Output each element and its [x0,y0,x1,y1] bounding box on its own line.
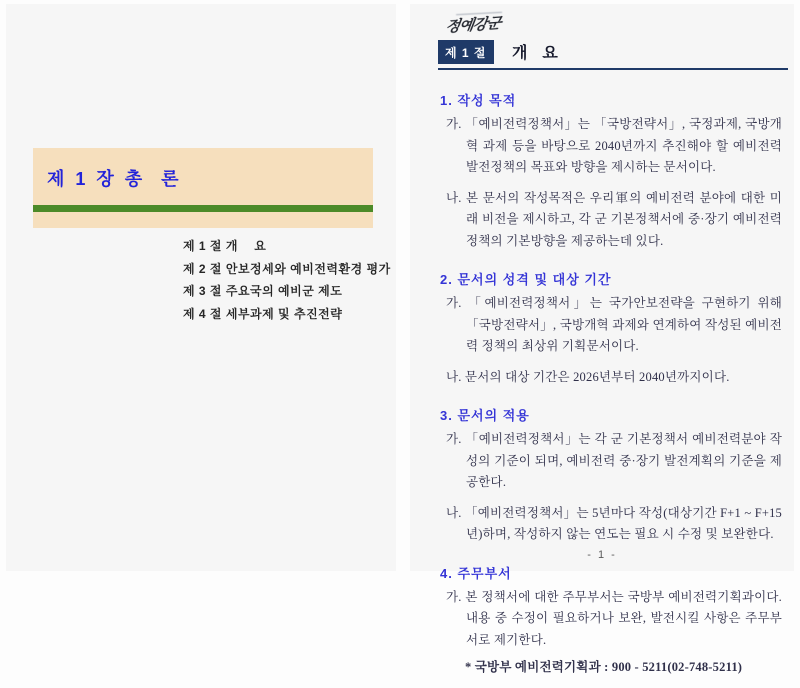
section-header [438,40,788,70]
section-2 [440,269,782,388]
toc-item-2: 제 2 절 안보정세와 예비전력환경 평가 [183,261,391,276]
section-title: 개 요 [511,45,560,62]
toc-item-3: 제 3 절 주요국의 예비군 제도 [183,284,343,298]
page-left [6,4,396,571]
section-2-heading: 2. 문서의 성격 및 대상 기간 [440,272,612,287]
page-right [410,4,794,674]
section-content [440,90,782,688]
header-logo [446,10,536,38]
chapter-title: 제 1 장 총 론 [47,169,182,189]
page-number: - 1 - [587,549,617,561]
logo-text: 정예강군 [444,16,502,36]
section-number-chip: 제 1 절 [438,40,494,64]
chapter-banner-rule [33,205,373,212]
section-4-heading: 4. 주무부서 [440,565,512,581]
section-1-heading: 1. 작성 목적 [440,93,517,108]
section-3 [440,405,782,546]
section-4 [440,563,782,679]
section-3-heading: 3. 문서의 적용 [440,408,530,423]
section-2-paragraph-1: 가. 「예비전력정책서」는 국가안보전략을 구현하기 위해 「국방전략서」, 국방개혁 과제와 연계하여 작성된 예비전력 정책의 최상위 기획문서이다. [446,296,782,353]
section-4-contact-note: * 국방부 예비전력기획과 : 900 - 5211(02-748-5211) [465,660,743,674]
toc-item-4: 제 4 절 세부과제 및 추진전략 [183,306,343,321]
section-1 [440,90,782,252]
chapter-banner [33,148,373,228]
section-3-paragraph-2: 나. 「예비전력정책서」는 5년마다 작성(대상기간 F+1 ~ F+15년)하며, 작성하지 않는 연도는 필요 시 수정 및 보완한다. [446,505,782,541]
section-1-paragraph-1: 가. 「예비전력정책서」는 「국방전략서」, 국정과제, 국방개혁 과제 등을 바탕으로 2040년까지 추진해야 할 예비전력 발전정책의 목표와 방향을 제시하는 문서이다. [446,117,782,174]
section-4-paragraph-1: 가. 본 정책서에 대한 주무부서는 국방부 예비전력기획과이다. 내용 중 수정이 필요하거나 보완, 발전시킬 사항은 주무부서로 제기한다. [446,589,782,647]
toc-item-1: 제 1 절 개 요 [183,239,267,253]
section-1-paragraph-2: 나. 본 문서의 작성목적은 우리軍의 예비전력 분야에 대한 미래 비전을 제시하고, 각 군 기본정책서에 중·장기 예비전력 정책의 기본방향을 제공하는데 있다. [446,190,782,248]
chapter-toc [183,235,391,325]
section-2-paragraph-2: 나. 문서의 대상 기간은 2026년부터 2040년까지이다. [446,369,730,384]
section-3-paragraph-1: 가. 「예비전력정책서」는 각 군 기본정책서 예비전력분야 작성의 기준이 되며, 예비전력 중·장기 발전계획의 기준을 제공한다. [446,432,782,489]
